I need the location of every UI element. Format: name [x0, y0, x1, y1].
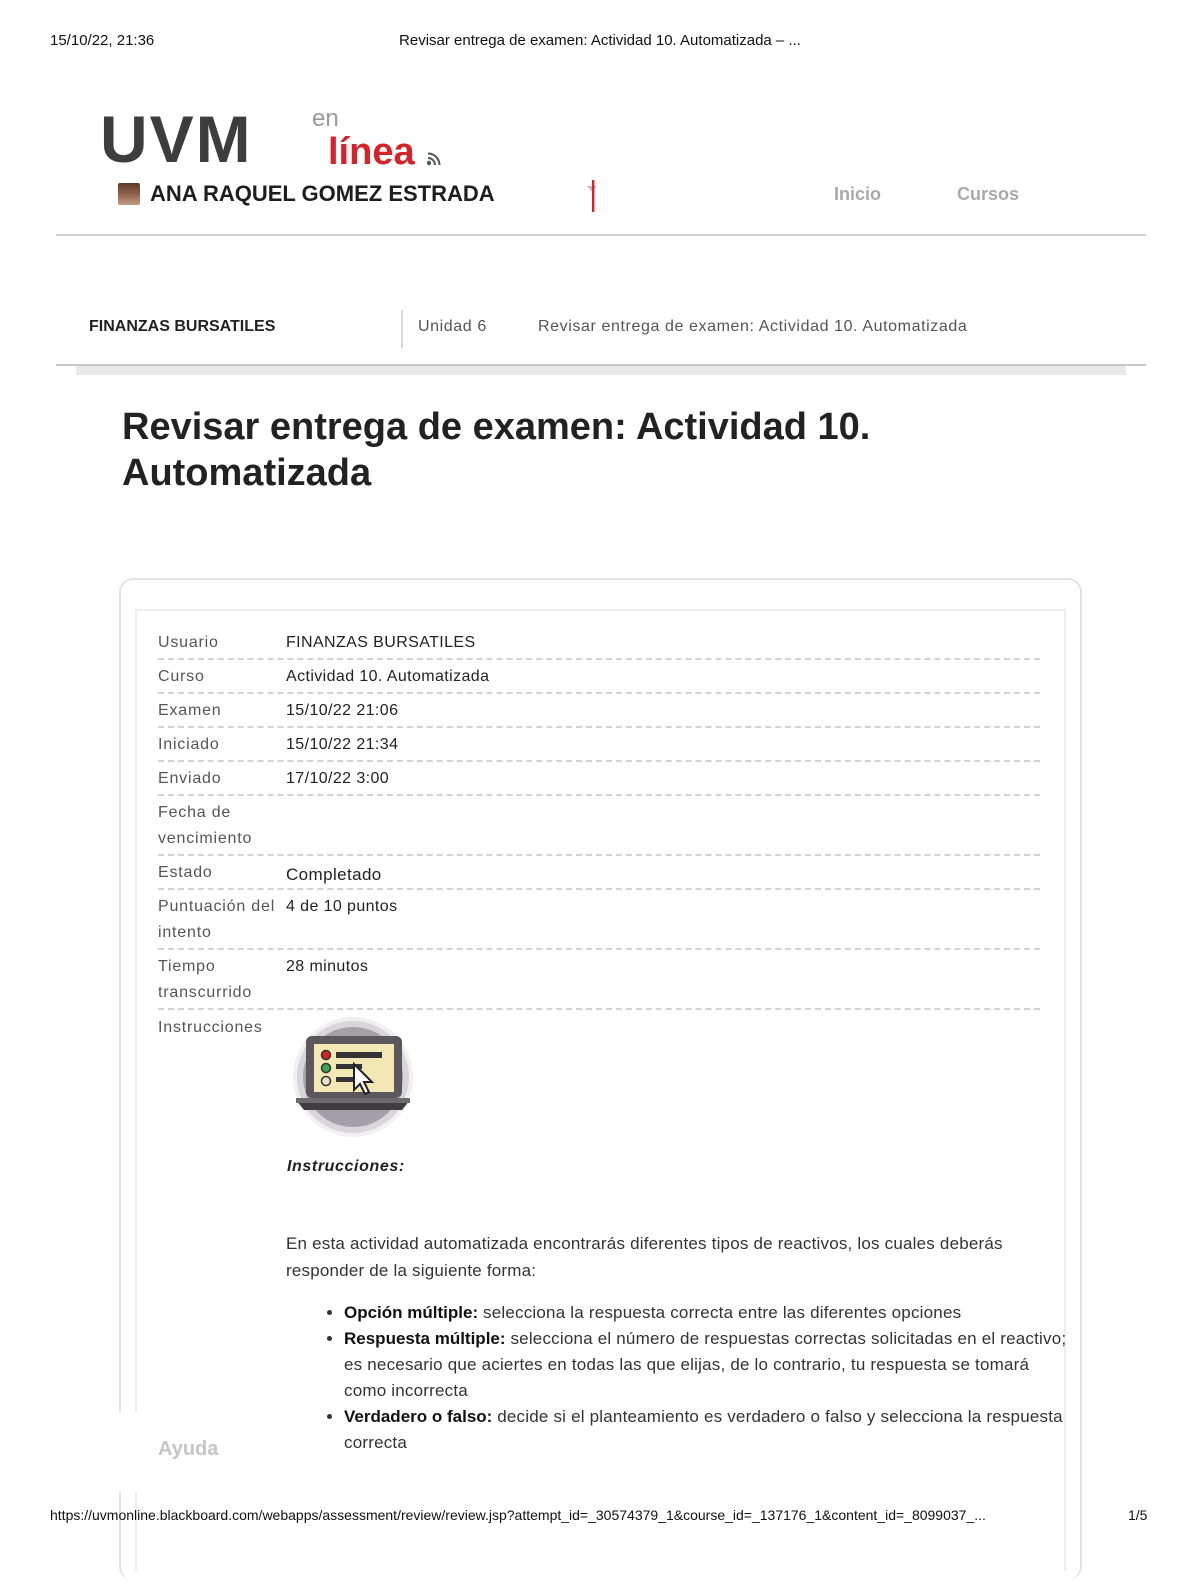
user-name: ANA RAQUEL GOMEZ ESTRADA — [150, 181, 495, 206]
print-datetime: 15/10/22, 21:36 — [50, 32, 155, 49]
detail-row-estado — [158, 860, 1040, 890]
item-text: selecciona la respuesta correcta entre las diferentes opciones — [478, 1303, 962, 1322]
detail-label: Puntuación del intento — [158, 898, 276, 941]
help-button[interactable]: Ayuda — [158, 1438, 219, 1460]
detail-label: Curso — [158, 668, 205, 685]
detail-value: 28 minutos — [286, 958, 369, 975]
detail-row-tiempo — [158, 954, 1040, 1010]
detail-label: Enviado — [158, 770, 222, 787]
laptop-cursor-icon — [292, 1016, 414, 1138]
detail-row-instrucciones — [158, 1015, 1040, 1043]
detail-label: Iniciado — [158, 736, 220, 753]
detail-label: Examen — [158, 702, 222, 719]
breadcrumb-separator — [401, 310, 403, 348]
detail-label: Usuario — [158, 634, 219, 651]
instructions-intro: En esta actividad automatizada encontrarás diferentes tipos de reactivos, los cuales deberás responder de la siguiente forma: — [286, 1234, 1003, 1280]
detail-row-iniciado — [158, 732, 1040, 762]
list-item — [344, 1326, 1072, 1404]
header-divider — [56, 234, 1146, 236]
detail-row-examen — [158, 698, 1040, 728]
detail-row-usuario — [158, 630, 1040, 660]
detail-row-curso — [158, 664, 1040, 694]
detail-label: Fecha de vencimiento — [158, 804, 253, 847]
detail-value: 15/10/22 21:34 — [286, 736, 399, 753]
item-term: Verdadero o falso: — [344, 1407, 493, 1426]
instructions-heading: Instrucciones: — [287, 1158, 405, 1175]
print-footer-url: https://uvmonline.blackboard.com/webapps/assessment/review/review.jsp?attempt_id=_30574379_1&course_id=_137176_1&content_id=_8099037_... — [50, 1507, 986, 1523]
detail-row-fecha-vencimiento — [158, 800, 1040, 856]
print-footer-page: 1/5 — [1128, 1507, 1148, 1523]
detail-value: Actividad 10. Automatizada — [286, 668, 490, 685]
detail-label: Instrucciones — [158, 1019, 263, 1036]
detail-value: FINANZAS BURSATILES — [286, 634, 476, 651]
item-text: decide si el planteamiento es verdadero o falso y selecciona la respuesta correcta — [344, 1407, 1063, 1452]
list-item — [344, 1404, 1072, 1456]
dropdown-caret-icon[interactable] — [584, 176, 604, 214]
logo-superscript: en — [312, 105, 339, 132]
item-term: Respuesta múltiple: — [344, 1329, 506, 1348]
detail-value: 4 de 10 puntos — [286, 898, 398, 915]
instructions-list — [312, 1300, 1072, 1456]
item-text: selecciona el número de respuestas correctas solicitadas en el reactivo; es necesario que aciertes en todas las que elijas, de lo contrario, tu respuesta se tomará como incorrecta — [344, 1329, 1067, 1400]
breadcrumb-shadow — [76, 366, 1126, 375]
nav-cursos[interactable]: Cursos — [957, 184, 1020, 204]
item-term: Opción múltiple: — [344, 1303, 479, 1322]
nav-inicio[interactable]: Inicio — [834, 184, 882, 204]
user-menu[interactable] — [118, 180, 495, 208]
detail-value: 15/10/22 21:06 — [286, 702, 399, 719]
breadcrumb-course[interactable]: FINANZAS BURSATILES — [89, 318, 276, 335]
list-item — [344, 1300, 1072, 1326]
breadcrumb-unit[interactable]: Unidad 6 — [418, 318, 487, 335]
logo-accent-text: línea — [328, 131, 415, 173]
detail-value: Completado — [286, 865, 382, 884]
print-title: Revisar entrega de examen: Actividad 10. Automatizada – ... — [399, 32, 801, 49]
detail-label: Estado — [158, 864, 213, 881]
page-title: Revisar entrega de examen: Actividad 10. Automatizada — [122, 406, 871, 494]
avatar — [118, 183, 140, 205]
breadcrumb-current-page: Revisar entrega de examen: Actividad 10. Automatizada — [538, 318, 968, 335]
logo-main-text: UVM — [100, 102, 253, 176]
wifi-signal-icon — [426, 150, 444, 166]
detail-value: 17/10/22 3:00 — [286, 770, 390, 787]
detail-row-puntuacion — [158, 894, 1040, 950]
detail-label: Tiempo transcurrido — [158, 958, 253, 1001]
detail-row-enviado — [158, 766, 1040, 796]
